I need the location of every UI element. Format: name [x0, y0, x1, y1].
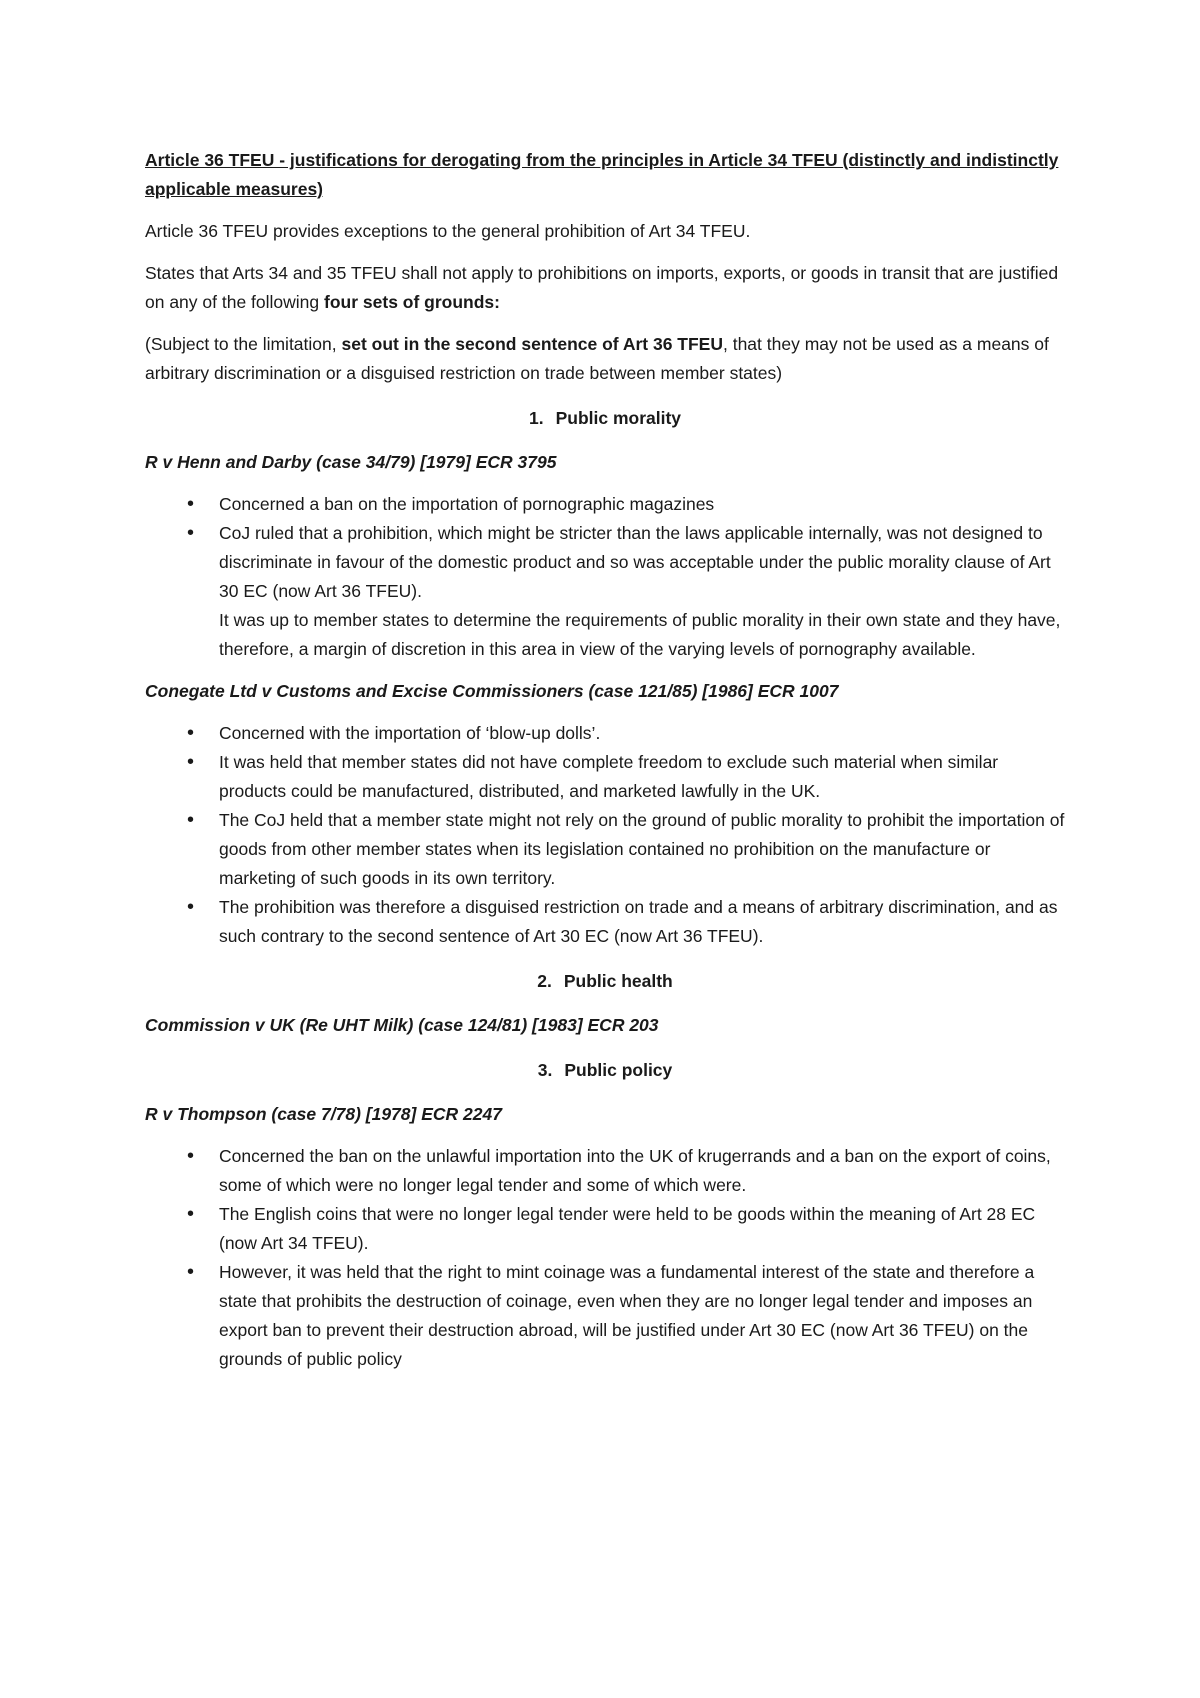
document-title: Article 36 TFEU - justifications for derogating from the principles in Article 34 TFEU (distinctly and indistinctly applicable measures)	[145, 150, 1059, 199]
section-heading-public-policy	[145, 1056, 1065, 1085]
bullet-item: • The English coins that were no longer legal tender were held to be goods within the meaning of Art 28 EC (now Art 34 TFEU).	[145, 1200, 1065, 1258]
case-title: R v Thompson (case 7/78) [1978] ECR 2247	[145, 1104, 502, 1124]
bullet-item: • CoJ ruled that a prohibition, which might be stricter than the laws applicable internally, was not designed to discriminate in favour of the domestic product and so was acceptable under the public morality clause of Art 30 EC (now Art 36 TFEU).	[145, 519, 1065, 606]
bullet-item: • The CoJ held that a member state might not rely on the ground of public morality to prohibit the importation of goods from other member states when its legislation contained no prohibition on the manufacture or marketing of such goods in its own territory.	[145, 806, 1065, 893]
bullet-continuation: It was up to member states to determine the requirements of public morality in their own state and they have, therefore, a margin of discretion in this area in view of the varying levels of pornography available.	[219, 610, 1061, 659]
section-title: Public health	[563, 971, 673, 991]
case-title: Conegate Ltd v Customs and Excise Commissioners (case 121/85) [1986] ECR 1007	[145, 681, 839, 701]
section-title: Public morality	[555, 408, 682, 428]
case-bullet-list	[145, 1142, 1065, 1374]
section-heading-public-morality	[145, 404, 1065, 433]
case-title: R v Henn and Darby (case 34/79) [1979] ECR 3795	[145, 452, 557, 472]
limitation-text-start: (Subject to the limitation,	[145, 334, 342, 354]
states-paragraph	[145, 259, 1065, 317]
section-number: 3.	[537, 1060, 553, 1080]
document-page	[145, 146, 1065, 1387]
bullet-item: • Concerned with the importation of ‘blow-up dolls’.	[145, 719, 1065, 748]
limitation-paragraph	[145, 330, 1065, 388]
intro-paragraph: Article 36 TFEU provides exceptions to the general prohibition of Art 34 TFEU.	[145, 221, 751, 241]
section-title: Public policy	[564, 1060, 673, 1080]
states-emphasis: four sets of grounds:	[324, 292, 500, 312]
limitation-text-end: , that they may not be used as a means of arbitrary discrimination or a disguised restriction on trade between member states)	[145, 334, 1049, 383]
case-bullet-list	[145, 490, 1065, 606]
states-text: States that Arts 34 and 35 TFEU shall not apply to prohibitions on imports, exports, or goods in transit that are justified on any of the following	[145, 263, 1059, 312]
section-number: 1.	[528, 408, 544, 428]
bullet-item: • Concerned the ban on the unlawful importation into the UK of krugerrands and a ban on the export of coins, some of which were no longer legal tender and some of which were.	[145, 1142, 1065, 1200]
bullet-item: • The prohibition was therefore a disguised restriction on trade and a means of arbitrary discrimination, and as such contrary to the second sentence of Art 30 EC (now Art 36 TFEU).	[145, 893, 1065, 951]
limitation-emphasis: set out in the second sentence of Art 36 TFEU	[341, 334, 723, 354]
section-number: 2.	[537, 971, 552, 991]
bullet-item: • However, it was held that the right to mint coinage was a fundamental interest of the state and therefore a state that prohibits the destruction of coinage, even when they are no longer legal tender and imposes an export ban to prevent their destruction abroad, will be justified under Art 30 EC (now Art 36 TFEU) on the grounds of public policy	[145, 1258, 1065, 1374]
bullet-item: • It was held that member states did not have complete freedom to exclude such material when similar products could be manufactured, distributed, and marketed lawfully in the UK.	[145, 748, 1065, 806]
case-bullet-list	[145, 719, 1065, 951]
section-heading-public-health	[145, 967, 1065, 996]
bullet-item: • Concerned a ban on the importation of pornographic magazines	[145, 490, 1065, 519]
case-title: Commission v UK (Re UHT Milk) (case 124/81) [1983] ECR 203	[145, 1015, 659, 1035]
